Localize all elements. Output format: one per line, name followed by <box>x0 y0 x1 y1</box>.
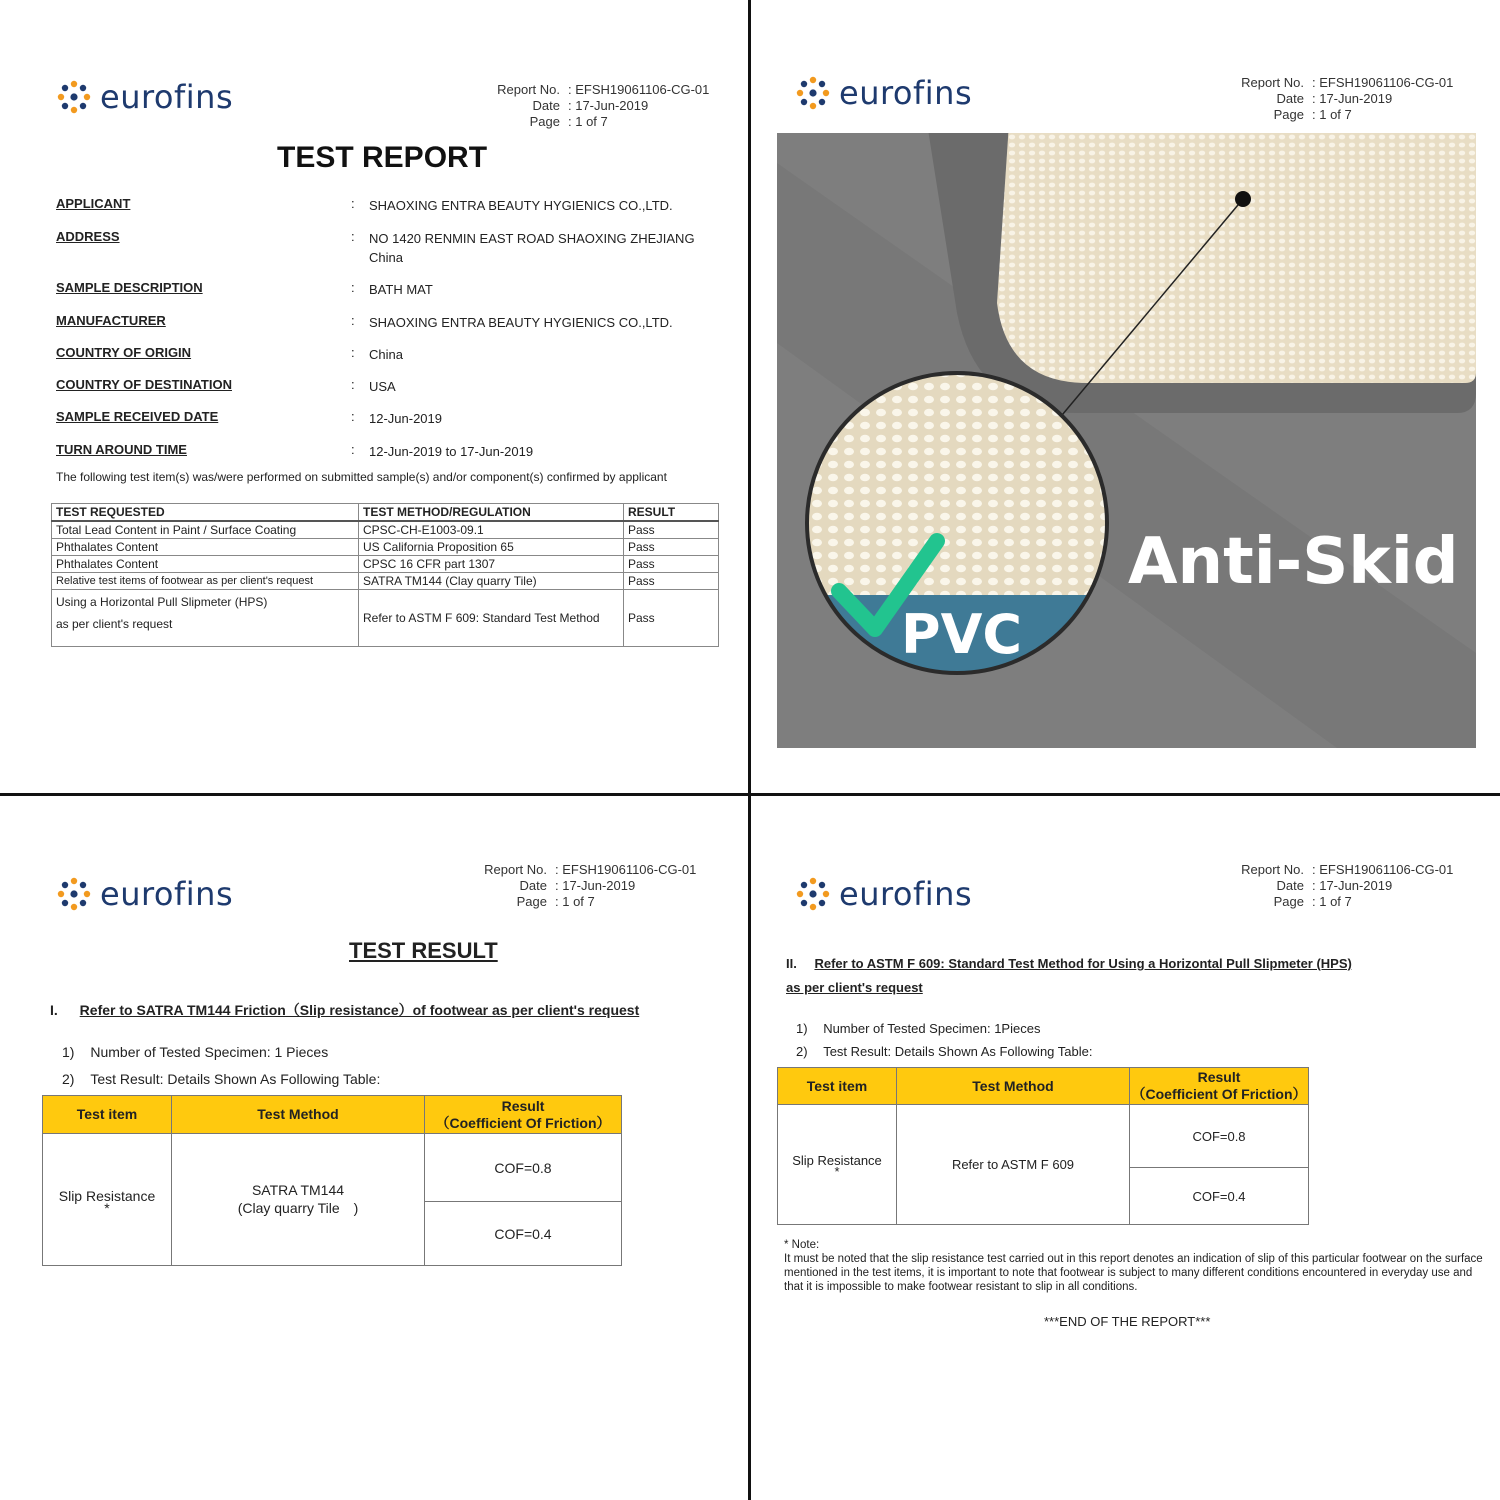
section-title: Refer to ASTM F 609: Standard Test Method for Using a Horizontal Pull Slipmeter (HPS) <box>814 956 1352 971</box>
field-colon: : <box>351 280 355 295</box>
field-colon: : <box>351 345 355 360</box>
eurofins-logo-icon <box>56 79 92 115</box>
header-test-item: Test item <box>778 1068 897 1105</box>
cell-cof: COF=0.8 <box>425 1134 622 1202</box>
date-label: Date <box>1276 91 1304 106</box>
pvc-caption: PVC <box>901 603 1022 666</box>
cell-cof: COF=0.4 <box>425 1202 622 1266</box>
header-test-method: TEST METHOD/REGULATION <box>359 504 624 522</box>
test-result-page-2 <box>751 796 1500 1500</box>
report-no-label: Report No. <box>497 82 560 97</box>
field-value: USA <box>369 379 396 394</box>
report-meta <box>1234 75 1453 123</box>
field-value: 12-Jun-2019 to 17-Jun-2019 <box>369 444 534 459</box>
logo-text: eurofins <box>100 78 234 116</box>
mat-underside <box>997 133 1476 383</box>
header-test-method: Test Method <box>172 1096 425 1134</box>
section-heading <box>50 1000 639 1020</box>
field-label: APPLICANT <box>56 196 131 211</box>
end-of-report: ***END OF THE REPORT*** <box>1044 1314 1211 1329</box>
cell-cof: COF=0.8 <box>1130 1105 1309 1168</box>
section-number: I. <box>50 1002 58 1018</box>
date-label: Date <box>1276 878 1304 893</box>
report-no-label: Report No. <box>1241 862 1304 877</box>
report-meta <box>1234 862 1453 910</box>
cell-test <box>52 590 359 647</box>
product-photo-panel <box>751 0 1500 793</box>
report-no: : EFSH19061106-CG-01 <box>1312 862 1454 877</box>
logo-text: eurofins <box>100 875 234 913</box>
cof-table <box>777 1067 1309 1225</box>
footnote-text: It must be noted that the slip resistance test carried out in this report denotes an indication of slip of this particular footwear on the surface mentioned in the test items, it is important to note that footwear is subject to many different conditions encountered in everyday use and that it is impossible to make footwear resistant to slip in all conditions. <box>784 1253 1483 1293</box>
section-heading <box>786 956 1352 971</box>
footnote-label: * Note: <box>784 1239 820 1251</box>
header-result-line2: （Coefficient Of Friction） <box>1131 1086 1307 1102</box>
list-item <box>796 1021 1040 1036</box>
field-value-line2: China <box>369 250 403 265</box>
field-label: COUNTRY OF DESTINATION <box>56 377 232 392</box>
report-no: : EFSH19061106-CG-01 <box>555 862 697 877</box>
header-result-line2: （Coefficient Of Friction） <box>435 1114 611 1131</box>
test-report-page <box>0 0 748 793</box>
cell-test-method <box>172 1134 425 1266</box>
section-title-line2: as per client's request <box>786 980 923 995</box>
page-number: : 1 of 7 <box>555 894 595 909</box>
cell-test: Total Lead Content in Paint / Surface Coating <box>52 521 359 539</box>
cell-method-line2: (Clay quarry Tile ) <box>237 1199 359 1216</box>
item-number: 1) <box>796 1021 808 1036</box>
table-row <box>52 556 719 573</box>
cell-method: Refer to ASTM F 609: Standard Test Method <box>359 590 624 647</box>
report-meta <box>477 862 696 910</box>
cell-test-line1: Using a Horizontal Pull Slipmeter (HPS) <box>56 595 268 609</box>
list-item <box>62 1071 380 1087</box>
item-number: 2) <box>796 1044 808 1059</box>
table-row <box>778 1105 1309 1168</box>
eurofins-logo-icon <box>795 876 831 912</box>
field-label: MANUFACTURER <box>56 313 166 328</box>
cell-result: Pass <box>624 539 719 556</box>
item-text: Test Result: Details Shown As Following Table: <box>90 1071 381 1087</box>
field-colon: : <box>351 196 355 211</box>
table-header-row <box>778 1068 1309 1105</box>
report-date: : 17-Jun-2019 <box>1312 878 1393 893</box>
cell-test: Phthalates Content <box>52 556 359 573</box>
eurofins-logo <box>795 74 972 112</box>
report-no: : EFSH19061106-CG-01 <box>1312 75 1454 90</box>
cell-result: Pass <box>624 556 719 573</box>
footnote <box>784 1238 1484 1294</box>
field-colon: : <box>351 229 355 244</box>
item-text: Number of Tested Specimen: 1Pieces <box>823 1021 1041 1036</box>
field-colon: : <box>351 313 355 328</box>
page-label: Page <box>516 894 547 909</box>
cell-test: Phthalates Content <box>52 539 359 556</box>
field-label: COUNTRY OF ORIGIN <box>56 345 192 360</box>
header-test-requested: TEST REQUESTED <box>52 504 359 522</box>
item-number: 2) <box>62 1071 75 1087</box>
cell-test-item-text: Slip Resistance <box>58 1187 156 1204</box>
report-no: : EFSH19061106-CG-01 <box>568 82 710 97</box>
table-header-row <box>43 1096 622 1134</box>
page-number: : 1 of 7 <box>1312 894 1352 909</box>
header-result-line1: Result <box>1197 1069 1241 1085</box>
bath-mat-photo <box>777 133 1476 748</box>
cell-test-method: Refer to ASTM F 609 <box>897 1105 1130 1225</box>
table-header-row <box>52 504 719 522</box>
test-result-page <box>0 796 748 1500</box>
field-colon: : <box>351 377 355 392</box>
field-value: SHAOXING ENTRA BEAUTY HYGIENICS CO.,LTD. <box>369 198 673 213</box>
item-number: 1) <box>62 1044 75 1060</box>
item-text: Test Result: Details Shown As Following Table: <box>823 1044 1093 1059</box>
header-result <box>1130 1068 1309 1105</box>
cell-mark: * <box>834 1164 840 1179</box>
date-label: Date <box>532 98 560 113</box>
cell-test: Relative test items of footwear as per client's request <box>52 573 359 590</box>
eurofins-logo-icon <box>56 876 92 912</box>
logo-text: eurofins <box>839 74 973 112</box>
cell-result: Pass <box>624 521 719 539</box>
eurofins-logo <box>56 875 233 913</box>
table-row <box>52 521 719 539</box>
cell-result: Pass <box>624 590 719 647</box>
cell-test-item-text: Slip Resistance <box>792 1153 882 1168</box>
section-number: II. <box>786 956 797 971</box>
cell-method: SATRA TM144 (Clay quarry Tile) <box>359 573 624 590</box>
page-label: Page <box>529 114 560 129</box>
report-date: : 17-Jun-2019 <box>555 878 636 893</box>
section-title: Refer to SATRA TM144 Friction（Slip resistance）of footwear as per client's request <box>79 1002 640 1018</box>
cell-cof: COF=0.4 <box>1130 1168 1309 1225</box>
anti-skid-caption: Anti-Skid <box>1128 525 1459 599</box>
list-item <box>62 1044 328 1060</box>
header-result-line1: Result <box>501 1097 545 1114</box>
cell-result: Pass <box>624 573 719 590</box>
item-text: Number of Tested Specimen: 1 Pieces <box>90 1044 329 1060</box>
date-label: Date <box>519 878 547 893</box>
field-value: China <box>369 347 403 362</box>
cell-method-line1: SATRA TM144 <box>251 1181 345 1198</box>
applicant-note: The following test item(s) was/were performed on submitted sample(s) and/or component(s) confirmed by applicant <box>56 470 667 484</box>
cell-test-item <box>778 1105 897 1225</box>
table-row <box>52 539 719 556</box>
page-title: TEST REPORT <box>277 141 488 174</box>
field-label: ADDRESS <box>56 229 120 244</box>
table-row <box>43 1134 622 1202</box>
field-label: SAMPLE RECEIVED DATE <box>56 409 219 424</box>
header-test-method: Test Method <box>897 1068 1130 1105</box>
page-number: : 1 of 7 <box>1312 107 1352 122</box>
field-value: SHAOXING ENTRA BEAUTY HYGIENICS CO.,LTD. <box>369 315 673 330</box>
table-row <box>52 573 719 590</box>
field-label: SAMPLE DESCRIPTION <box>56 280 203 295</box>
report-no-label: Report No. <box>1241 75 1304 90</box>
header-result: RESULT <box>624 504 719 522</box>
cell-method: US California Proposition 65 <box>359 539 624 556</box>
result-title: TEST RESULT <box>349 938 498 963</box>
field-value: BATH MAT <box>369 282 433 297</box>
table-row <box>52 590 719 647</box>
cell-test-line2: as per client's request <box>56 617 173 631</box>
cell-method: CPSC-CH-E1003-09.1 <box>359 521 624 539</box>
field-colon: : <box>351 442 355 457</box>
report-meta <box>490 82 709 130</box>
report-date: : 17-Jun-2019 <box>1312 91 1393 106</box>
field-value: 12-Jun-2019 <box>369 411 442 426</box>
section-heading-line2 <box>786 980 923 995</box>
page-label: Page <box>1273 894 1304 909</box>
field-colon: : <box>351 409 355 424</box>
report-date: : 17-Jun-2019 <box>568 98 649 113</box>
eurofins-logo-icon <box>795 75 831 111</box>
list-item <box>796 1044 1092 1059</box>
pointer-dot <box>1235 191 1251 207</box>
field-value: NO 1420 RENMIN EAST ROAD SHAOXING ZHEJIANG <box>369 231 695 246</box>
eurofins-logo <box>56 78 233 116</box>
page-label: Page <box>1273 107 1304 122</box>
cell-mark: * <box>104 1199 110 1216</box>
field-label: TURN AROUND TIME <box>56 442 187 457</box>
cell-test-item <box>43 1134 172 1266</box>
report-no-label: Report No. <box>484 862 547 877</box>
cof-table <box>42 1095 622 1266</box>
header-test-item: Test item <box>43 1096 172 1134</box>
eurofins-logo <box>795 875 972 913</box>
logo-text: eurofins <box>839 875 973 913</box>
cell-method: CPSC 16 CFR part 1307 <box>359 556 624 573</box>
header-result <box>425 1096 622 1134</box>
test-items-table <box>51 503 719 647</box>
page-number: : 1 of 7 <box>568 114 608 129</box>
